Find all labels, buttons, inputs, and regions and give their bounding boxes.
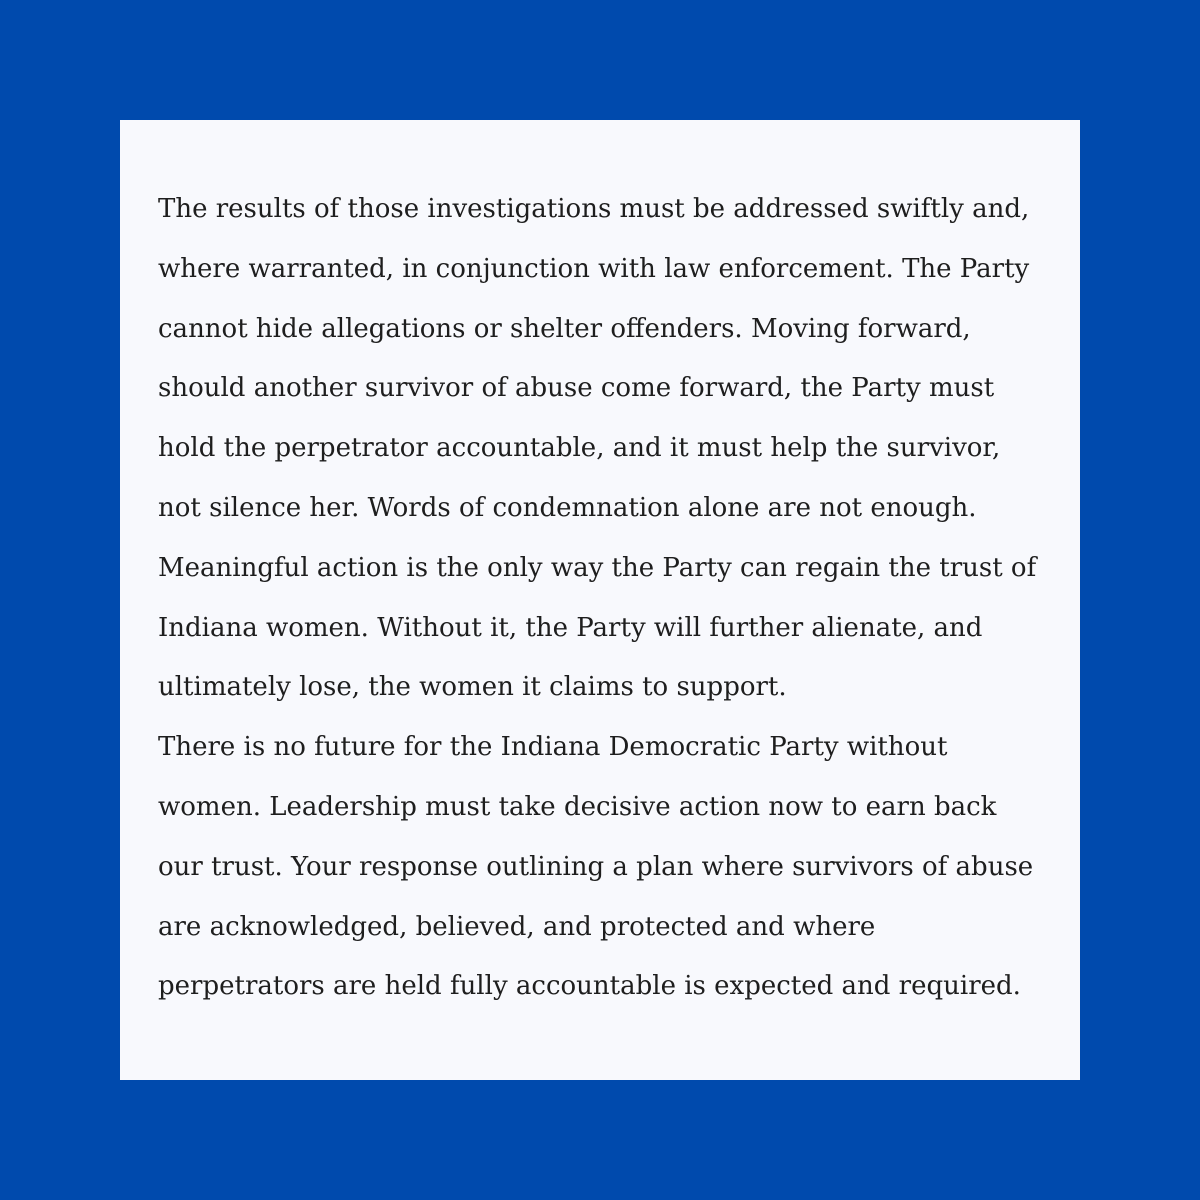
text-line: not silence her. Words of condemnation alone are not enough. xyxy=(158,492,977,523)
text-line: Indiana women. Without it, the Party will further alienate, and xyxy=(158,612,983,643)
text-line: cannot hide allegations or shelter offenders. Moving forward, xyxy=(158,313,971,344)
text-line: perpetrators are held fully accountable is expected and required. xyxy=(158,971,1021,1002)
text-line: hold the perpetrator accountable, and it must help the survivor, xyxy=(158,433,1001,464)
text-line: There is no future for the Indiana Democratic Party without xyxy=(158,732,948,763)
text-line: Meaningful action is the only way the Party can regain the trust of xyxy=(158,552,1037,583)
text-line: are acknowledged, believed, and protected and where xyxy=(158,911,876,942)
text-line: The results of those investigations must be addressed swiftly and, xyxy=(158,194,1030,224)
text-line: women. Leadership must take decisive action now to earn back xyxy=(158,791,997,822)
text-line: ultimately lose, the women it claims to support. xyxy=(158,672,787,703)
text-card xyxy=(120,120,1080,1080)
text-line: should another survivor of abuse come forward, the Party must xyxy=(158,373,995,404)
text-line: where warranted, in conjunction with law enforcement. The Party xyxy=(158,253,1030,284)
text-line: our trust. Your response outlining a plan where survivors of abuse xyxy=(158,851,1034,882)
letter-text xyxy=(158,180,1058,1017)
